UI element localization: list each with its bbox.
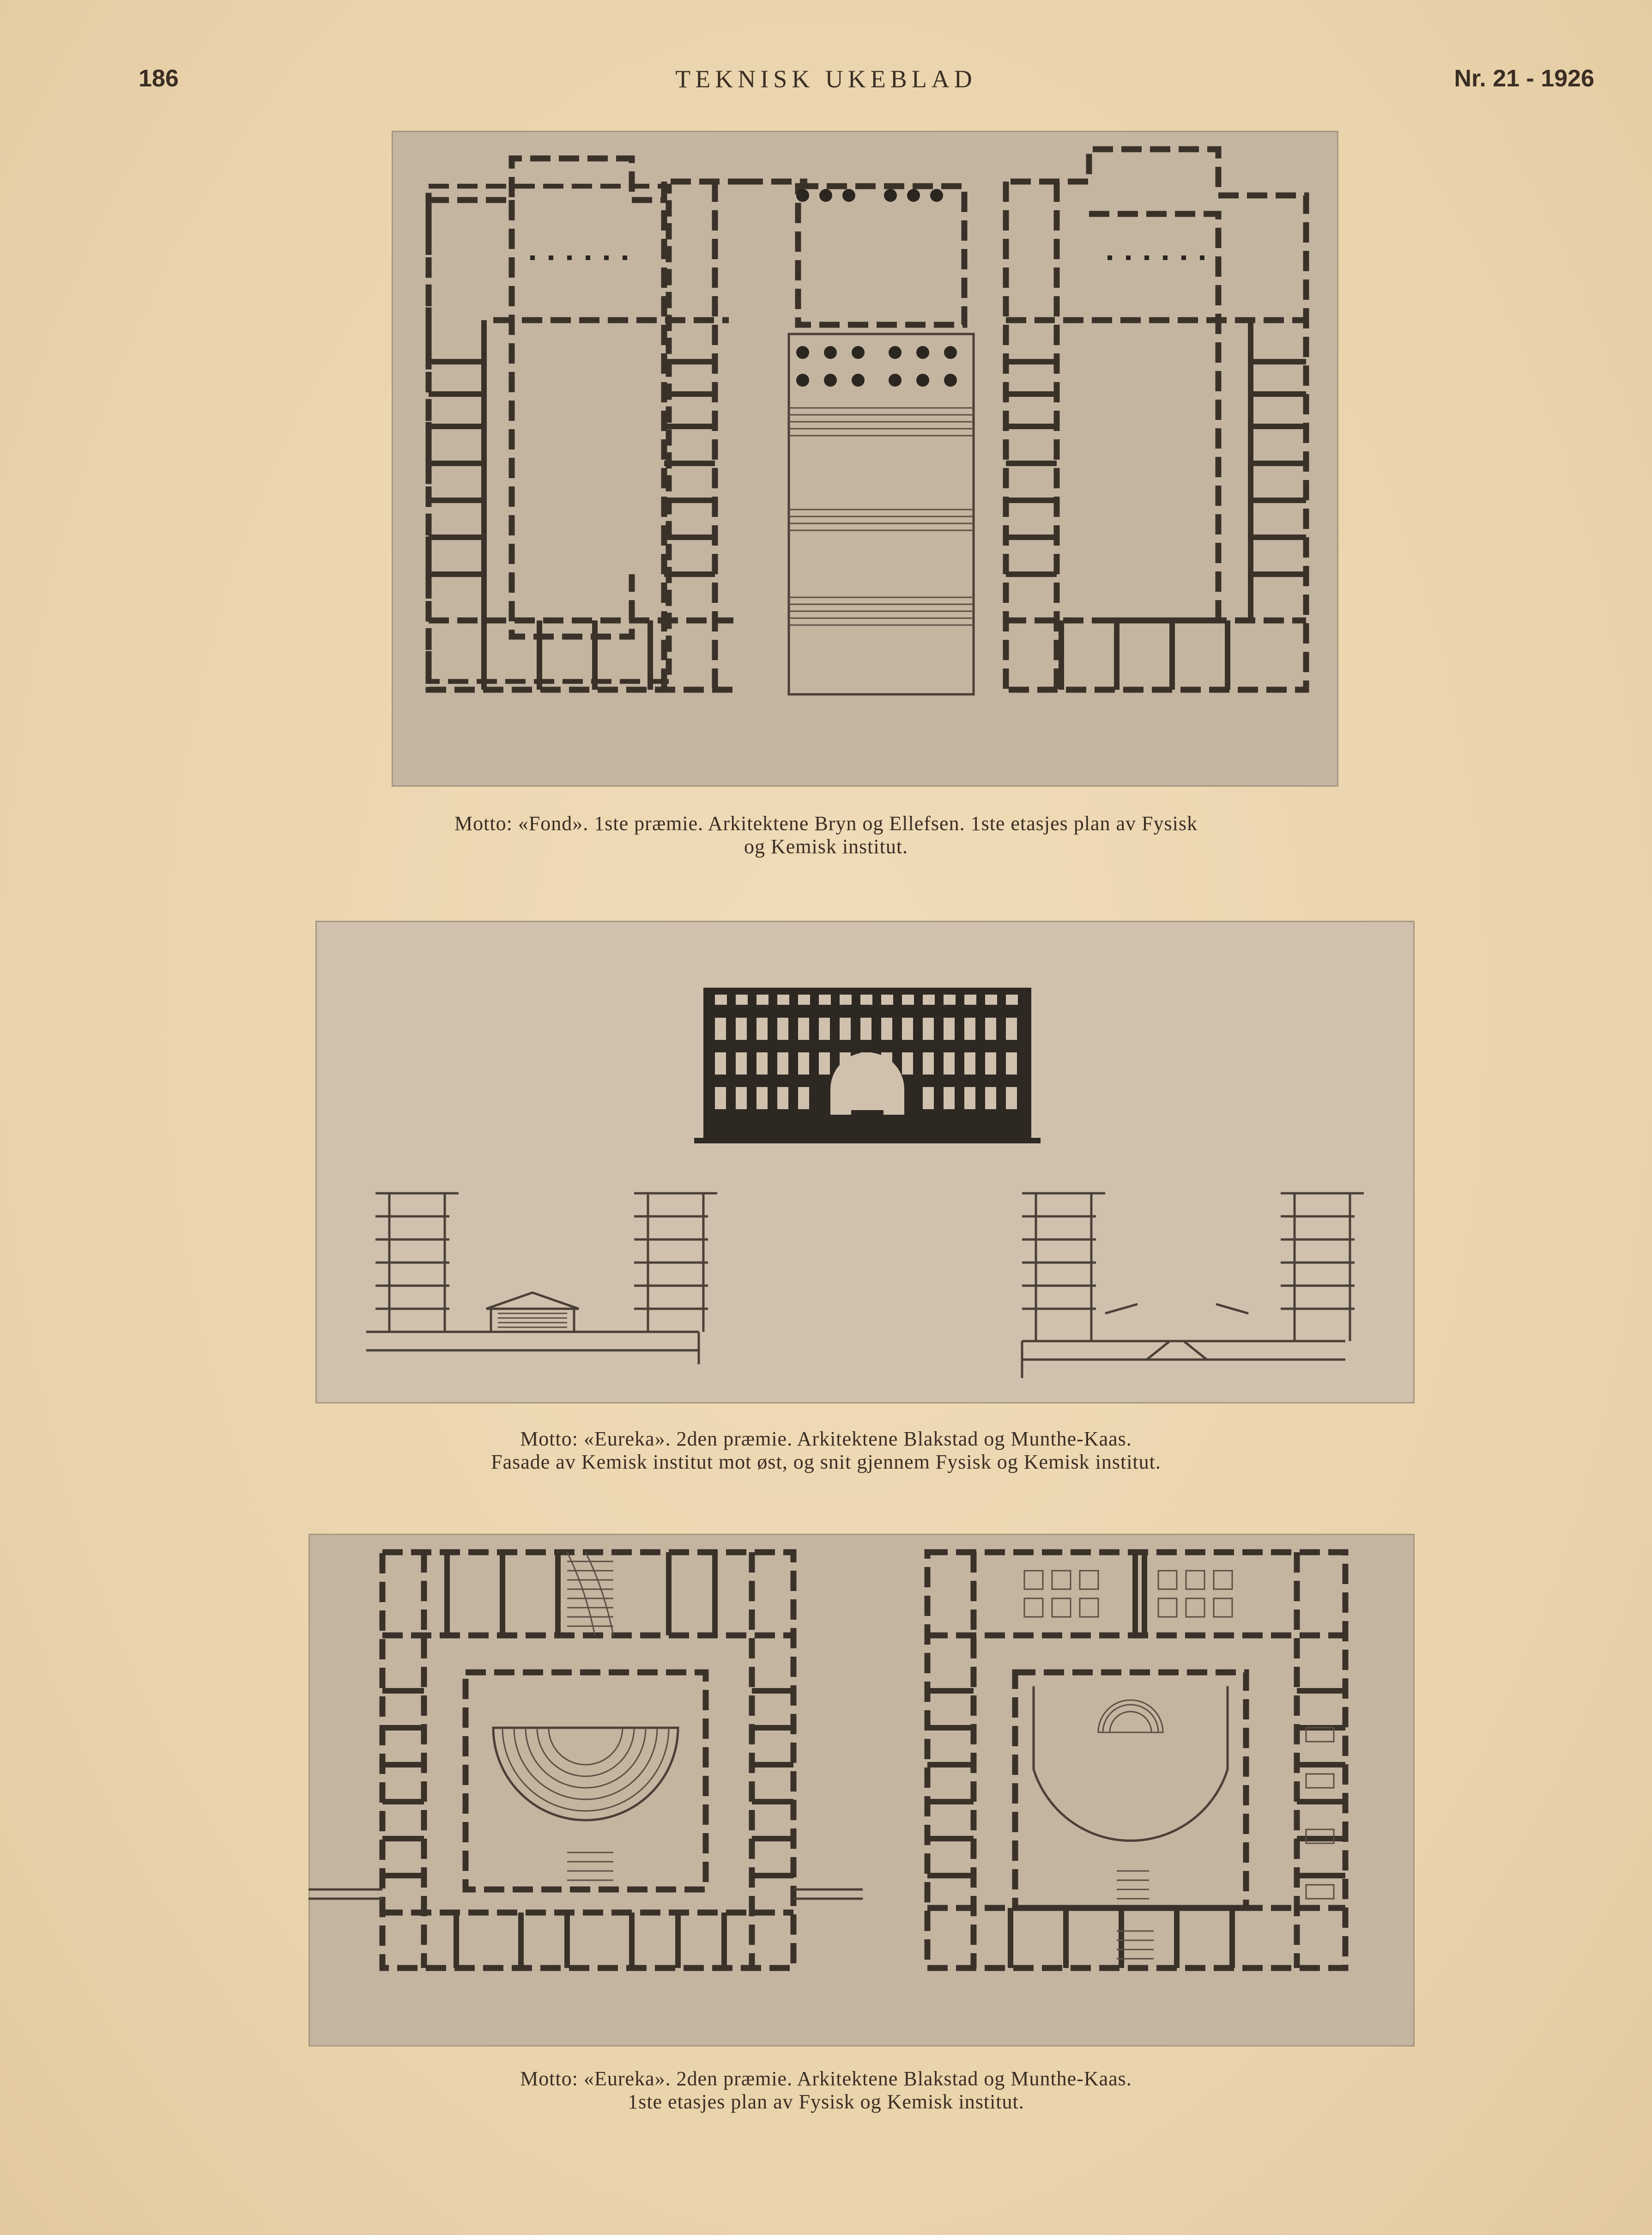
issue-number: Nr. 21 - 1926 bbox=[1454, 65, 1594, 92]
facade-section-drawing bbox=[315, 921, 1415, 1403]
figure-3-caption bbox=[0, 2067, 1652, 2114]
figure-2-caption bbox=[0, 1427, 1652, 1474]
figure-2-facade-and-section bbox=[315, 921, 1415, 1403]
floor-plan-drawing bbox=[392, 131, 1338, 787]
caption-line: Motto: «Eureka». 2den præmie. Arkitektene Blakstad og Munthe-Kaas. bbox=[520, 2067, 1132, 2090]
caption-line: og Kemisk institut. bbox=[744, 835, 908, 858]
caption-line: Motto: «Fond». 1ste præmie. Arkitektene Bryn og Ellefsen. 1ste etasjes plan av Fysisk bbox=[454, 812, 1198, 835]
figure-3-floor-plan bbox=[309, 1534, 1415, 2047]
floor-plan-drawing bbox=[309, 1534, 1415, 2047]
figure-1-caption bbox=[0, 812, 1652, 858]
caption-line: 1ste etasjes plan av Fysisk og Kemisk institut. bbox=[628, 2090, 1024, 2113]
caption-line: Fasade av Kemisk institut mot øst, og snit gjennem Fysisk og Kemisk institut. bbox=[491, 1451, 1161, 1473]
caption-line: Motto: «Eureka». 2den præmie. Arkitektene Blakstad og Munthe-Kaas. bbox=[520, 1427, 1132, 1450]
figure-1-floor-plan bbox=[392, 131, 1338, 787]
journal-title: TEKNISK UKEBLAD bbox=[675, 65, 977, 93]
page-number: 186 bbox=[139, 65, 179, 92]
